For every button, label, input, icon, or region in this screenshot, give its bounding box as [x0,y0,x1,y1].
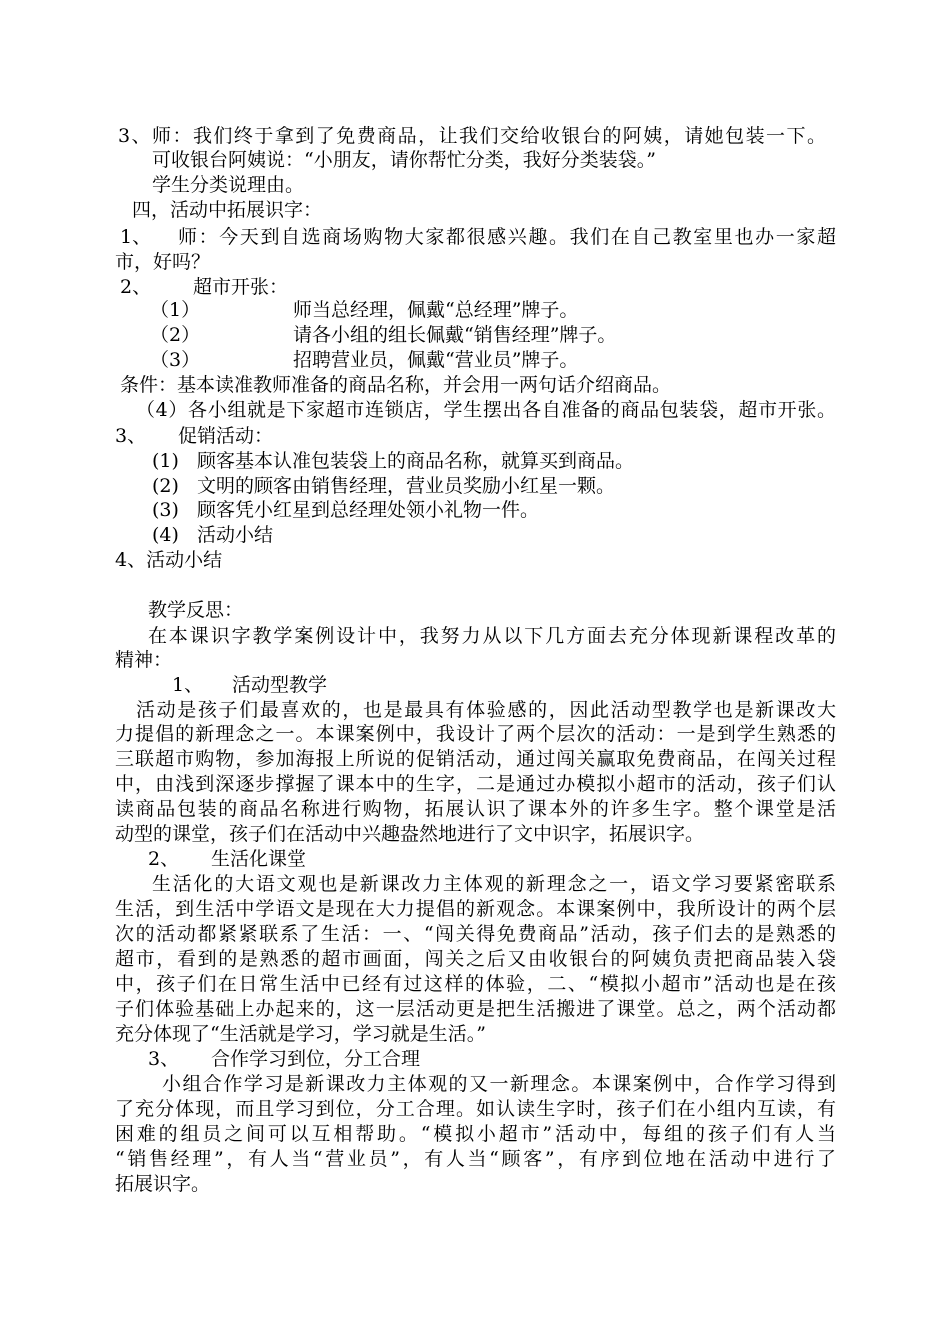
s4-item3-sub3-text: 顾客凭小红星到总经理处领小礼物一件。 [197,499,540,521]
s4-item3-sub2-num: (2) [152,475,179,497]
reflection-s2-line: 生活化的大语文观也是新课改力主体观的新理念之一，语文学习要紧密联系 [152,873,836,895]
s4-item1-line2: 市，好吗？ [115,251,211,273]
reflection-s3-line: 小组合作学习是新课改力主体观的又一新理念。本课案例中，合作学习得到 [162,1073,836,1095]
reflection-s2-line: 次的活动都紧紧联系了生活：一、“闯关得免费商品”活动，孩子们去的是熟悉的 [115,923,836,945]
reflection-s3-heading: 合作学习到位，分工合理 [211,1048,421,1070]
s4-item3-sub1-text: 顾客基本认准包装袋上的商品名称，就算买到商品。 [197,450,635,472]
s4-item2-sub3-text: 招聘营业员，佩戴“营业员”牌子。 [293,349,579,371]
reflection-s2-line: 中，孩子们在日常生活中已经有过这样的体验，二、“模拟小超市”活动也是在孩 [115,973,836,995]
s4-item3-sub2-text: 文明的顾客由销售经理，营业员奖励小红星一颗。 [197,475,616,497]
s4-item3-sub4-num: (4) [152,524,179,546]
reflection-s1-line: 活动是孩子们最喜欢的，也是最具有体验感的，因此活动型教学也是新课改大 [136,699,836,721]
reflection-s2-line: 充分体现了“生活就是学习，学习就是生活。” [115,1023,486,1045]
s4-item2-sub2-num: （2） [150,324,201,346]
s4-item4: 4、活动小结 [115,549,223,571]
reflection-s1-line: 动型的课堂，孩子们在活动中兴趣盎然地进行了文中识字，拓展识字。 [115,823,705,845]
reflection-intro-line1: 在本课识字教学案例设计中，我努力从以下几方面去充分体现新课程改革的 [148,625,836,647]
reflection-s1-line: 中，由浅到深逐步撑握了课本中的生字，二是通过办模拟小超市的活动，孩子们认 [115,773,836,795]
s4-item3-num: 3、 [115,425,147,447]
s4-item2-text: 超市开张： [193,276,289,298]
reflection-s2-line: 超市，看到的是熟悉的超市画面，闯关之后又由收银台的阿姨负责把商品装入袋 [115,948,836,970]
item3-line2: 可收银台阿姨说：“小朋友，请你帮忙分类，我好分类装袋。” [152,149,656,171]
s4-item2-sub2-text: 请各小组的组长佩戴“销售经理”牌子。 [293,324,617,346]
reflection-s3-line: 拓展识字。 [115,1173,211,1195]
reflection-title: 教学反思： [148,599,244,621]
s4-item1-num: 1、 [120,226,152,248]
s4-item2-condition: 条件：基本读准教师准备的商品名称，并会用一两句话介绍商品。 [120,374,672,396]
reflection-s2-line: 生活，到生活中学语文是现在大力提倡的新观念。本课案例中，我所设计的两个层 [115,898,836,920]
item3-line1: 3、师：我们终于拿到了免费商品，让我们交给收银台的阿姨，请她包装一下。 [118,125,826,147]
reflection-s3-num: 3、 [148,1048,180,1070]
reflection-s3-line: “销售经理”，有人当“营业员”，有人当“顾客”，有序到位地在活动中进行了 [115,1148,836,1170]
s4-item2-sub1-num: （1） [150,299,201,321]
reflection-s2-line: 子们体验基础上办起来的，这一层活动更是把生活搬进了课堂。总之，两个活动都 [115,998,836,1020]
s4-item3-sub3-num: (3) [152,499,179,521]
item3-line3: 学生分类说理由。 [152,174,305,196]
s4-item3-sub1-num: (1) [152,450,179,472]
reflection-s2-heading: 生活化课堂 [211,848,307,870]
reflection-s1-heading: 活动型教学 [232,674,328,696]
s4-item2-sub1-text: 师当总经理，佩戴“总经理”牌子。 [293,299,579,321]
s4-item1-line1: 师：今天到自选商场购物大家都很感兴趣。我们在自己教室里也办一家超 [178,226,836,248]
reflection-s2-num: 2、 [148,848,180,870]
section-four-heading: 四，活动中拓展识字： [132,199,323,221]
reflection-s3-line: 了充分体现，而且学习到位，分工合理。如认读生字时，孩子们在小组内互读，有 [115,1098,836,1120]
s4-item3-sub4-text: 活动小结 [197,524,274,546]
s4-item2-num: 2、 [120,276,152,298]
reflection-s1-line: 三联超市购物，参加海报上所说的促销活动，通过闯关赢取免费商品，在闯关过程 [115,748,836,770]
s4-item3-text: 促销活动： [178,425,274,447]
s4-item2-sub4: （4）各小组就是下家超市连锁店，学生摆出各自准备的商品包装袋，超市开张。 [136,399,836,421]
reflection-s1-line: 力提倡的新理念之一。本课案例中，我设计了两个层次的活动：一是到学生熟悉的 [115,723,836,745]
reflection-intro-line2: 精神： [115,649,173,671]
reflection-s1-line: 读商品包装的商品名称进行购物，拓展认识了课本外的许多生字。整个课堂是活 [115,798,836,820]
s4-item2-sub3-num: （3） [150,349,201,371]
reflection-s3-line: 困难的组员之间可以互相帮助。“模拟小超市”活动中，每组的孩子们有人当 [115,1123,836,1145]
reflection-s1-num: 1、 [172,674,204,696]
